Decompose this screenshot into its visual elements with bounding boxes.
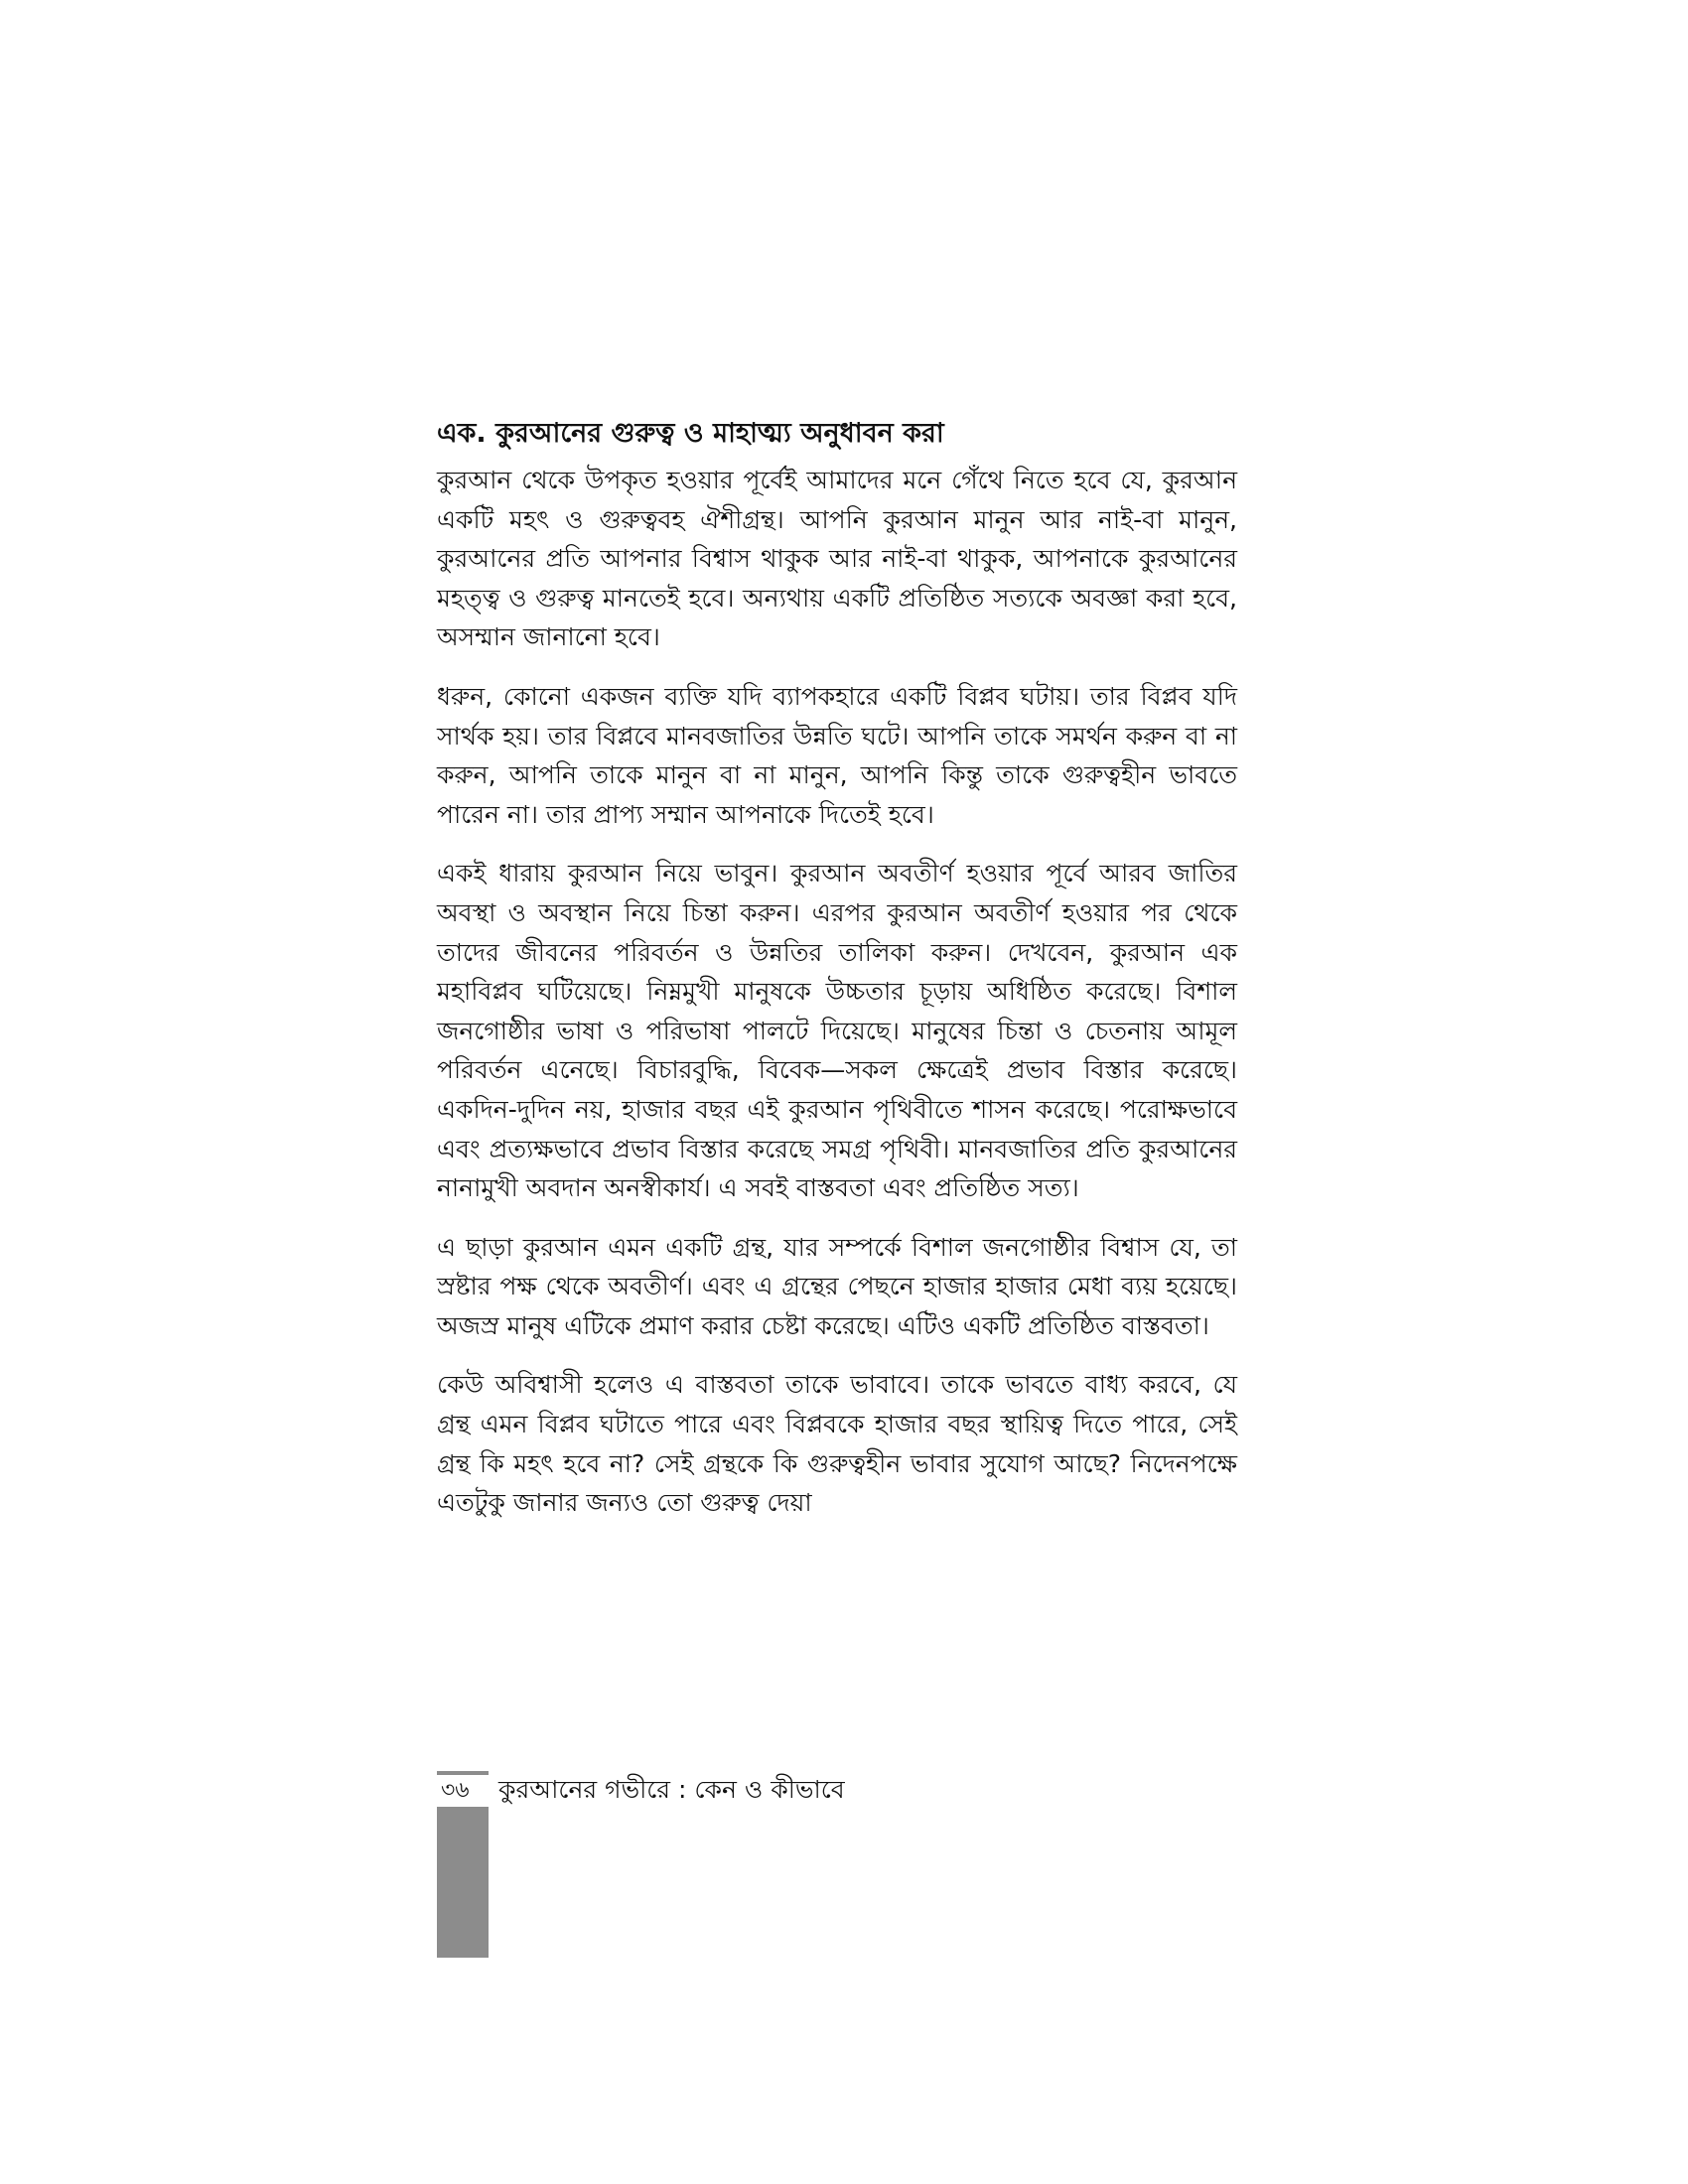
running-title: কুরআনের গভীরে : কেন ও কীভাবে: [498, 1775, 845, 1804]
page-edge-tab: [437, 1807, 489, 1958]
paragraph-1: কুরআন থেকে উপকৃত হওয়ার পূর্বেই আমাদের মনে গেঁথে নিতে হবে যে, কুরআন একটি মহৎ ও গুরুত্ববহ ঐশীগ্রন্থ। আপনি কুরআন মানুন আর নাই-বা মানুন, কুরআনের প্রতি আপনার বিশ্বাস থাকুক আর নাই-বা থাকুক, আপনাকে কুরআনের মহত্ত্ব ও গুরুত্ব মানতেই হবে। অন্যথায় একটি প্রতিষ্ঠিত সত্যকে অবজ্ঞা করা হবে, অসম্মান জানানো হবে।: [437, 466, 1237, 652]
paragraph-3: একই ধারায় কুরআন নিয়ে ভাবুন। কুরআন অবতীর্ণ হওয়ার পূর্বে আরব জাতির অবস্থা ও অবস্থান নিয়ে চিন্তা করুন। এরপর কুরআন অবতীর্ণ হওয়ার পর থেকে তাদের জীবনের পরিবর্তন ও উন্নতির তালিকা করুন। দেখবেন, কুরআন এক মহাবিপ্লব ঘটিয়েছে। নিম্নমুখী মানুষকে উচ্চতার চূড়ায় অধিষ্ঠিত করেছে। বিশাল জনগোষ্ঠীর ভাষা ও পরিভাষা পালটে দিয়েছে। মানুষের চিন্তা ও চেতনায় আমূল পরিবর্তন এনেছে। বিচারবুদ্ধি, বিবেক—সকল ক্ষেত্রেই প্রভাব বিস্তার করেছে। একদিন-দুদিন নয়, হাজার বছর এই কুরআন পৃথিবীতে শাসন করেছে। পরোক্ষভাবে এবং প্রত্যক্ষভাবে প্রভাব বিস্তার করেছে সমগ্র পৃথিবী। মানবজাতির প্রতি কুরআনের নানামুখী অবদান অনস্বীকার্য। এ সবই বাস্তবতা এবং প্রতিষ্ঠিত সত্য।: [437, 859, 1237, 1203]
paragraph-5: কেউ অবিশ্বাসী হলেও এ বাস্তবতা তাকে ভাবাবে। তাকে ভাবতে বাধ্য করবে, যে গ্রন্থ এমন বিপ্লব ঘটাতে পারে এবং বিপ্লবকে হাজার বছর স্থায়িত্ব দিতে পারে, সেই গ্রন্থ কি মহৎ হবে না? সেই গ্রন্থকে কি গুরুত্বহীন ভাবার সুযোগ আছে? নিদেনপক্ষে এতটুকু জানার জন্যও তো গুরুত্ব দেয়া: [437, 1370, 1237, 1518]
paragraph-2: ধরুন, কোনো একজন ব্যক্তি যদি ব্যাপকহারে একটি বিপ্লব ঘটায়। তার বিপ্লব যদি সার্থক হয়। তার বিপ্লবে মানবজাতির উন্নতি ঘটে। আপনি তাকে সমর্থন করুন বা না করুন, আপনি তাকে মানুন বা না মানুন, আপনি কিন্তু তাকে গুরুত্বহীন ভাবতে পারেন না। তার প্রাপ্য সম্মান আপনাকে দিতেই হবে।: [437, 681, 1237, 829]
footer-rule: [437, 1771, 489, 1775]
paragraph-4: এ ছাড়া কুরআন এমন একটি গ্রন্থ, যার সম্পর্কে বিশাল জনগোষ্ঠীর বিশ্বাস যে, তা স্রষ্টার পক্ষ থেকে অবতীর্ণ। এবং এ গ্রন্থের পেছনে হাজার হাজার মেধা ব্যয় হয়েছে। অজস্র মানুষ এটিকে প্রমাণ করার চেষ্টা করেছে। এটিও একটি প্রতিষ্ঠিত বাস্তবতা।: [437, 1232, 1237, 1340]
section-heading: এক. কুরআনের গুরুত্ব ও মাহাত্ম্য অনুধাবন করা: [437, 418, 944, 449]
book-page-body: [437, 415, 1237, 1543]
page-number: ৩৬: [441, 1778, 470, 1803]
page-footer: [437, 1771, 1132, 1807]
